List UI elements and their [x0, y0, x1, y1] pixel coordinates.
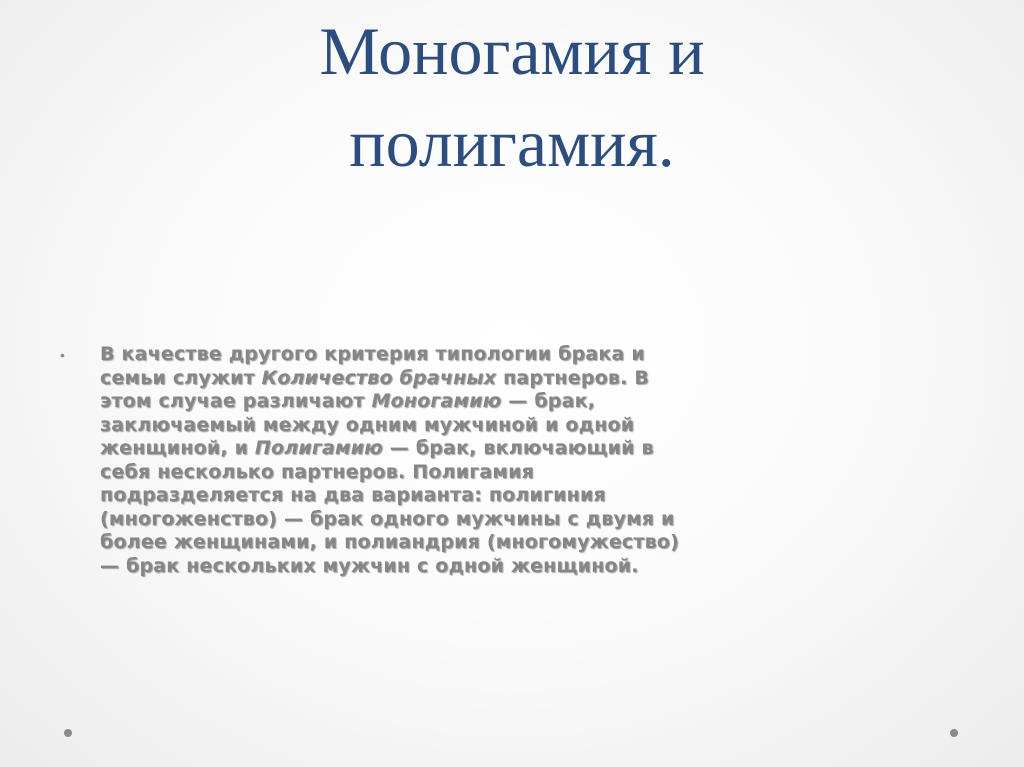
corner-dot-right-icon — [950, 729, 958, 737]
body-paragraph — [100, 343, 680, 578]
bullet-icon: • — [60, 347, 65, 363]
para-text-3: — брак, заключаемый между одним мужчиной и одной женщиной, и — [100, 390, 635, 459]
para-text-1: В качестве другого критерия типологии брака и семьи служит — [100, 343, 645, 389]
title-line-2: полигамия. — [349, 105, 675, 181]
para-italic-1: Количество брачных — [261, 366, 497, 389]
corner-dot-left-icon — [64, 729, 72, 737]
title-line-1: Моногамия и — [319, 13, 705, 89]
para-italic-3: Полигамию — [254, 437, 383, 459]
para-italic-2: Моногамию — [371, 390, 502, 412]
bullet-item — [60, 343, 680, 578]
slide-body — [60, 343, 680, 578]
slide-title — [0, 5, 1024, 189]
para-text-2: партнеров. В этом случае различают — [100, 366, 650, 412]
para-text-4: — брак, включающий в себя несколько партнеров. Полигамия подразделяется на два варианта: полигиния (многоженство) — брак одного мужчины с двумя и более женщинами, и полиандрия (многомужество) — брак нескольких мужчин с одной женщиной. — [100, 437, 679, 577]
